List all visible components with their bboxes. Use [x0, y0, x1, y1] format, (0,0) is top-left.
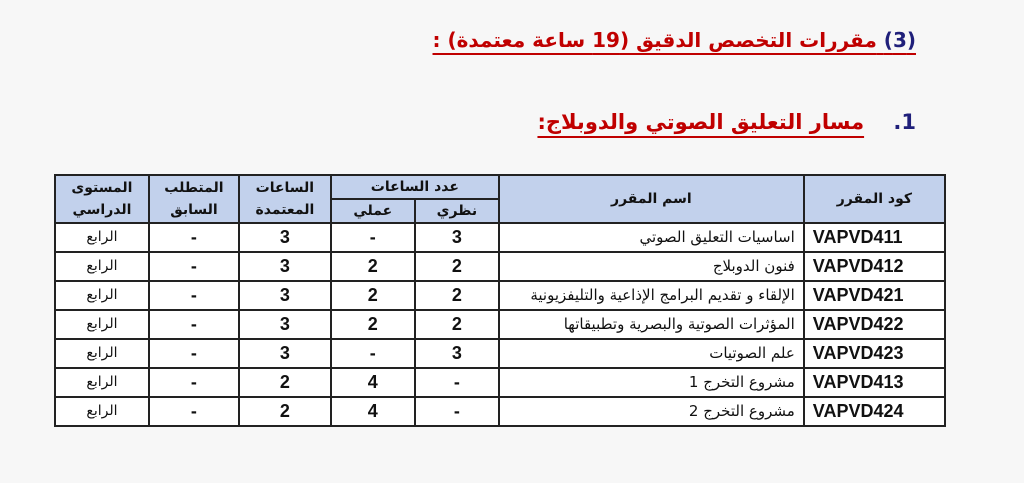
level-cell: الرابع [55, 397, 149, 426]
practical-hours-cell: - [331, 223, 415, 252]
level-cell: الرابع [55, 252, 149, 281]
course-name-cell: مشروع التخرج 2 [499, 397, 804, 426]
course-name-cell: المؤثرات الصوتية والبصرية وتطبيقاتها [499, 310, 804, 339]
section-number: (3) [883, 28, 916, 52]
course-code-cell: VAPVD424 [804, 397, 945, 426]
course-code-cell: VAPVD411 [804, 223, 945, 252]
course-name-cell: الإلقاء و تقديم البرامج الإذاعية والتليفزيونية [499, 281, 804, 310]
prerequisite-cell: - [149, 310, 239, 339]
course-name-cell: اساسيات التعليق الصوتي [499, 223, 804, 252]
prerequisite-cell: - [149, 252, 239, 281]
course-name-cell: مشروع التخرج 1 [499, 368, 804, 397]
table-row [55, 281, 945, 310]
course-code-cell: VAPVD422 [804, 310, 945, 339]
level-cell: الرابع [55, 310, 149, 339]
theory-hours-cell: 2 [415, 281, 499, 310]
prerequisite-cell: - [149, 281, 239, 310]
practical-hours-cell: 2 [331, 310, 415, 339]
practical-hours-cell: 2 [331, 252, 415, 281]
practical-hours-cell: 4 [331, 368, 415, 397]
course-name-cell: فنون الدوبلاج [499, 252, 804, 281]
table-row [55, 339, 945, 368]
prerequisite-cell: - [149, 223, 239, 252]
course-code-cell: VAPVD423 [804, 339, 945, 368]
header-course-code: كود المقرر [804, 175, 945, 223]
credit-hours-cell: 2 [239, 397, 331, 426]
credit-hours-cell: 3 [239, 310, 331, 339]
prerequisite-cell: - [149, 397, 239, 426]
level-cell: الرابع [55, 223, 149, 252]
table-row [55, 397, 945, 426]
prerequisite-cell: - [149, 339, 239, 368]
prerequisite-cell: - [149, 368, 239, 397]
table-body [55, 223, 945, 426]
header-level: المستوى الدراسي [55, 175, 149, 223]
header-prerequisite: المتطلب السابق [149, 175, 239, 223]
header-credit-hours: الساعات المعتمدة [239, 175, 331, 223]
credit-hours-cell: 3 [239, 252, 331, 281]
practical-hours-cell: - [331, 339, 415, 368]
level-cell: الرابع [55, 368, 149, 397]
theory-hours-cell: - [415, 397, 499, 426]
theory-hours-cell: 3 [415, 339, 499, 368]
credit-hours-cell: 3 [239, 281, 331, 310]
track-heading [537, 110, 916, 134]
credit-hours-cell: 2 [239, 368, 331, 397]
courses-table [54, 174, 946, 427]
table-row [55, 310, 945, 339]
section-heading [433, 28, 916, 52]
practical-hours-cell: 2 [331, 281, 415, 310]
practical-hours-cell: 4 [331, 397, 415, 426]
header-hours-group: عدد الساعات [331, 175, 499, 199]
course-code-cell: VAPVD412 [804, 252, 945, 281]
credit-hours-cell: 3 [239, 339, 331, 368]
level-cell: الرابع [55, 281, 149, 310]
header-course-name: اسم المقرر [499, 175, 804, 223]
track-number: 1. [893, 110, 916, 134]
course-code-cell: VAPVD421 [804, 281, 945, 310]
level-cell: الرابع [55, 339, 149, 368]
table-row [55, 368, 945, 397]
header-theory: نظري [415, 199, 499, 223]
section-title: مقررات التخصص الدقيق (19 ساعة معتمدة) : [432, 28, 877, 52]
course-code-cell: VAPVD413 [804, 368, 945, 397]
credit-hours-cell: 3 [239, 223, 331, 252]
theory-hours-cell: 2 [415, 252, 499, 281]
table-row [55, 252, 945, 281]
track-title: مسار التعليق الصوتي والدوبلاج: [537, 110, 865, 134]
theory-hours-cell: 3 [415, 223, 499, 252]
course-name-cell: علم الصوتيات [499, 339, 804, 368]
table-header-row [55, 175, 945, 199]
theory-hours-cell: 2 [415, 310, 499, 339]
header-practical: عملي [331, 199, 415, 223]
table-row [55, 223, 945, 252]
theory-hours-cell: - [415, 368, 499, 397]
